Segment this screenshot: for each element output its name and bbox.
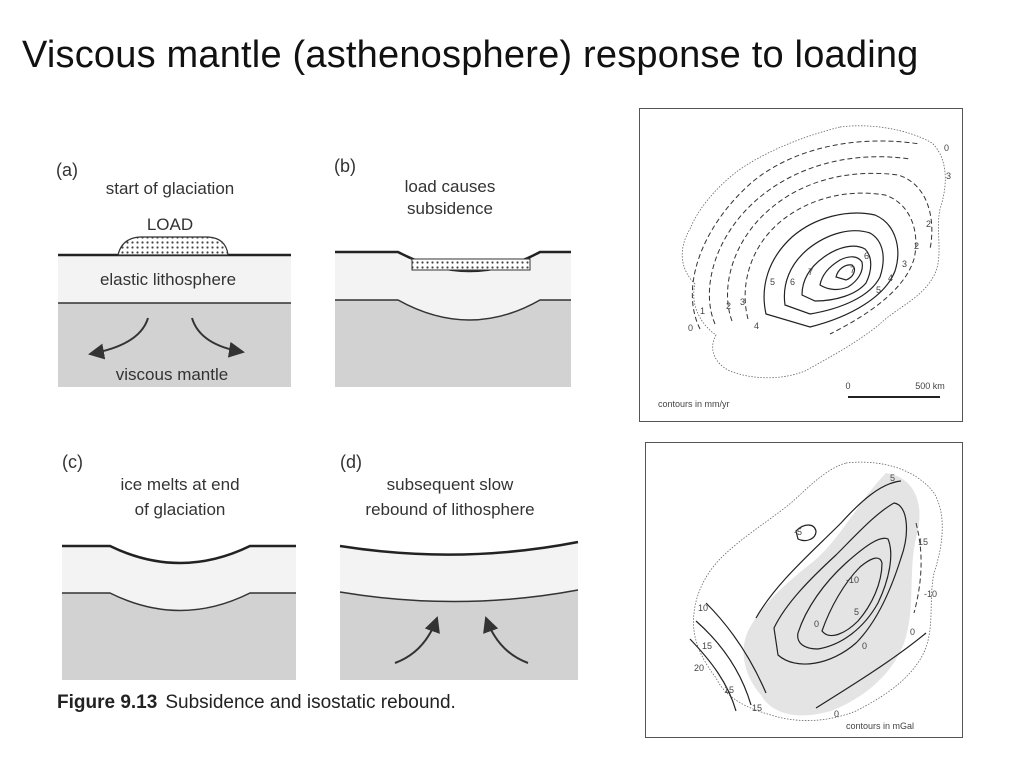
gravity-contour-label: -10 — [924, 589, 938, 599]
gravity-contour-label: 15 — [702, 641, 713, 651]
gravity-contour-label: 5 — [854, 607, 860, 617]
panel-a — [56, 160, 291, 387]
uplift-contour-label: 3 — [946, 171, 952, 181]
panel-b-heading-1: load causes — [404, 177, 496, 196]
uplift-contour-label: 6 — [864, 251, 870, 261]
gravity-contour-label: -10 — [846, 575, 860, 585]
uplift-contour-label: 1 — [700, 306, 706, 316]
gravity-contour-label: 5 — [890, 473, 896, 483]
gravity-contour-label: 0 — [862, 641, 868, 651]
gravity-map-svg — [646, 443, 962, 737]
uplift-contour-label: 5 — [876, 285, 882, 295]
figure-number: Figure 9.13 — [57, 692, 158, 713]
panel-a-heading: start of glaciation — [105, 179, 235, 198]
panel-d-heading-1: subsequent slow — [386, 475, 514, 494]
gravity-contour-label: 0 — [814, 619, 820, 629]
coastline — [682, 126, 945, 378]
gravity-contour-label: 15 — [752, 703, 763, 713]
panel-d — [340, 452, 578, 680]
panel-c-tag: (c) — [62, 452, 83, 472]
shaded-region — [744, 473, 920, 715]
uplift-contour-label: 0 — [944, 143, 950, 153]
gravity-contour-label: 0 — [910, 627, 916, 637]
mantle-label: viscous mantle — [115, 365, 229, 384]
panel-c-heading-2: of glaciation — [134, 500, 226, 519]
gravity-contour-label: 20 — [694, 663, 705, 673]
panel-a-tag: (a) — [56, 160, 78, 180]
ice-load-block — [412, 259, 530, 270]
uplift-map — [639, 108, 963, 422]
gravity-contour-label: 15 — [918, 537, 929, 547]
uplift-contour-label: 0 — [688, 323, 694, 333]
lithosphere-label: elastic lithosphere — [99, 270, 237, 289]
load-label: LOAD — [146, 215, 194, 234]
panel-b-tag: (b) — [334, 156, 356, 176]
figure-caption — [57, 692, 456, 714]
uplift-contour-label: 4 — [888, 273, 894, 283]
uplift-contour-label: 3 — [740, 297, 746, 307]
gravity-contour-label: 15 — [724, 685, 735, 695]
uplift-contour-label: 2 — [726, 301, 732, 311]
gravity-map — [645, 442, 963, 738]
uplift-contour-label: 7 — [850, 265, 856, 275]
uplift-contour-label: 2 — [914, 241, 920, 251]
figure-caption-text: Subsidence and isostatic rebound. — [165, 692, 456, 713]
gravity-legend: contours in mGal — [846, 721, 915, 731]
gravity-contour-label: 0 — [834, 709, 840, 719]
uplift-legend: contours in mm/yr — [658, 399, 730, 409]
uplift-contour-label: 5 — [770, 277, 776, 287]
uplift-contour-label: 2 — [926, 219, 932, 229]
slide-title: Viscous mantle (asthenosphere) response to loading — [22, 34, 919, 76]
panel-b — [334, 156, 571, 387]
panel-d-tag: (d) — [340, 452, 362, 472]
panel-c-heading-1: ice melts at end — [120, 475, 240, 494]
contour-7 — [820, 257, 862, 290]
panel-b-heading-2: subsidence — [406, 199, 494, 218]
uplift-contour-label: 3 — [902, 259, 908, 269]
panel-d-heading-2: rebound of lithosphere — [365, 500, 535, 519]
gravity-contour-label: -5 — [794, 527, 803, 537]
uplift-contour-label: 4 — [754, 321, 760, 331]
contour-3 — [745, 193, 916, 334]
scale-start: 0 — [845, 381, 851, 391]
gravity-contour-label: 10 — [698, 603, 709, 613]
uplift-contour-label: 7 — [808, 267, 814, 277]
ice-load — [118, 237, 228, 255]
uplift-map-svg — [640, 109, 962, 421]
mantle-layer-d — [340, 590, 578, 680]
uplift-contour-label: 6 — [790, 277, 796, 287]
panel-c — [62, 452, 296, 680]
scale-end: 500 km — [915, 381, 945, 391]
gravity-contour-i — [690, 639, 736, 711]
